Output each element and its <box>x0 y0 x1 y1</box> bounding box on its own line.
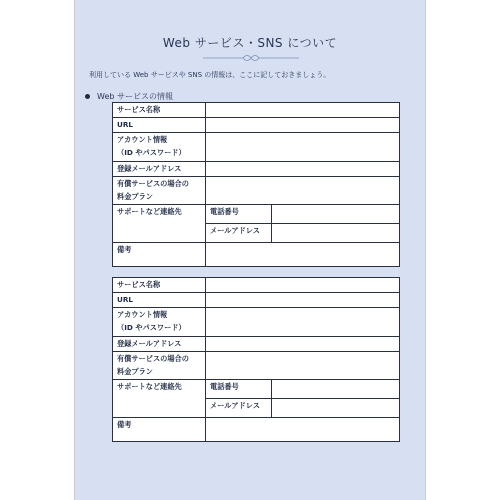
field-phone[interactable] <box>272 380 400 399</box>
field-account[interactable] <box>206 308 400 337</box>
row-service-name <box>113 278 400 293</box>
section-heading <box>85 91 173 102</box>
field-paid-plan[interactable] <box>206 352 400 380</box>
field-support-email[interactable] <box>272 399 400 418</box>
row-url <box>113 293 400 308</box>
label-phone: 電話番号 <box>206 380 272 399</box>
document-page <box>74 0 426 500</box>
label-service-name: サービス名称 <box>113 278 206 293</box>
label-support: サポートなど連絡先 <box>113 380 206 418</box>
field-support-email[interactable] <box>272 224 400 243</box>
label-paid-plan: 有償サービスの場合の 料金プラン <box>113 352 206 380</box>
row-paid-plan <box>113 352 400 380</box>
label-service-name: サービス名称 <box>113 103 206 118</box>
field-paid-plan[interactable] <box>206 177 400 205</box>
row-support-phone <box>113 205 400 224</box>
row-paid-plan <box>113 177 400 205</box>
page-title: Web サービス・SNS について <box>162 36 338 50</box>
title-ornament <box>201 52 301 64</box>
label-account: アカウント情報 （ID やパスワード） <box>113 308 206 337</box>
label-notes: 備考 <box>113 418 206 442</box>
label-support-email: メールアドレス <box>206 399 272 418</box>
field-notes[interactable] <box>206 418 400 442</box>
label-notes: 備考 <box>113 243 206 267</box>
row-account <box>113 133 400 162</box>
label-email: 登録メールアドレス <box>113 162 206 177</box>
row-account <box>113 308 400 337</box>
bullet-icon <box>85 94 90 99</box>
row-notes <box>113 243 400 267</box>
service-form-2 <box>112 277 400 442</box>
label-email: 登録メールアドレス <box>113 337 206 352</box>
field-url[interactable] <box>206 118 400 133</box>
row-email <box>113 162 400 177</box>
field-account[interactable] <box>206 133 400 162</box>
label-account: アカウント情報 （ID やパスワード） <box>113 133 206 162</box>
field-service-name[interactable] <box>206 103 400 118</box>
field-notes[interactable] <box>206 243 400 267</box>
intro-text: 利用している Web サービスや SNS の情報は、ここに記しておきましょう。 <box>89 71 331 79</box>
field-url[interactable] <box>206 293 400 308</box>
row-url <box>113 118 400 133</box>
row-notes <box>113 418 400 442</box>
field-service-name[interactable] <box>206 278 400 293</box>
label-url: URL <box>113 293 206 308</box>
field-phone[interactable] <box>272 205 400 224</box>
row-support-phone <box>113 380 400 399</box>
label-support-email: メールアドレス <box>206 224 272 243</box>
service-form-1 <box>112 102 400 267</box>
row-email <box>113 337 400 352</box>
row-service-name <box>113 103 400 118</box>
label-paid-plan: 有償サービスの場合の 料金プラン <box>113 177 206 205</box>
field-email[interactable] <box>206 162 400 177</box>
label-url: URL <box>113 118 206 133</box>
field-email[interactable] <box>206 337 400 352</box>
label-support: サポートなど連絡先 <box>113 205 206 243</box>
label-phone: 電話番号 <box>206 205 272 224</box>
section-heading-label: Web サービスの情報 <box>97 92 173 101</box>
